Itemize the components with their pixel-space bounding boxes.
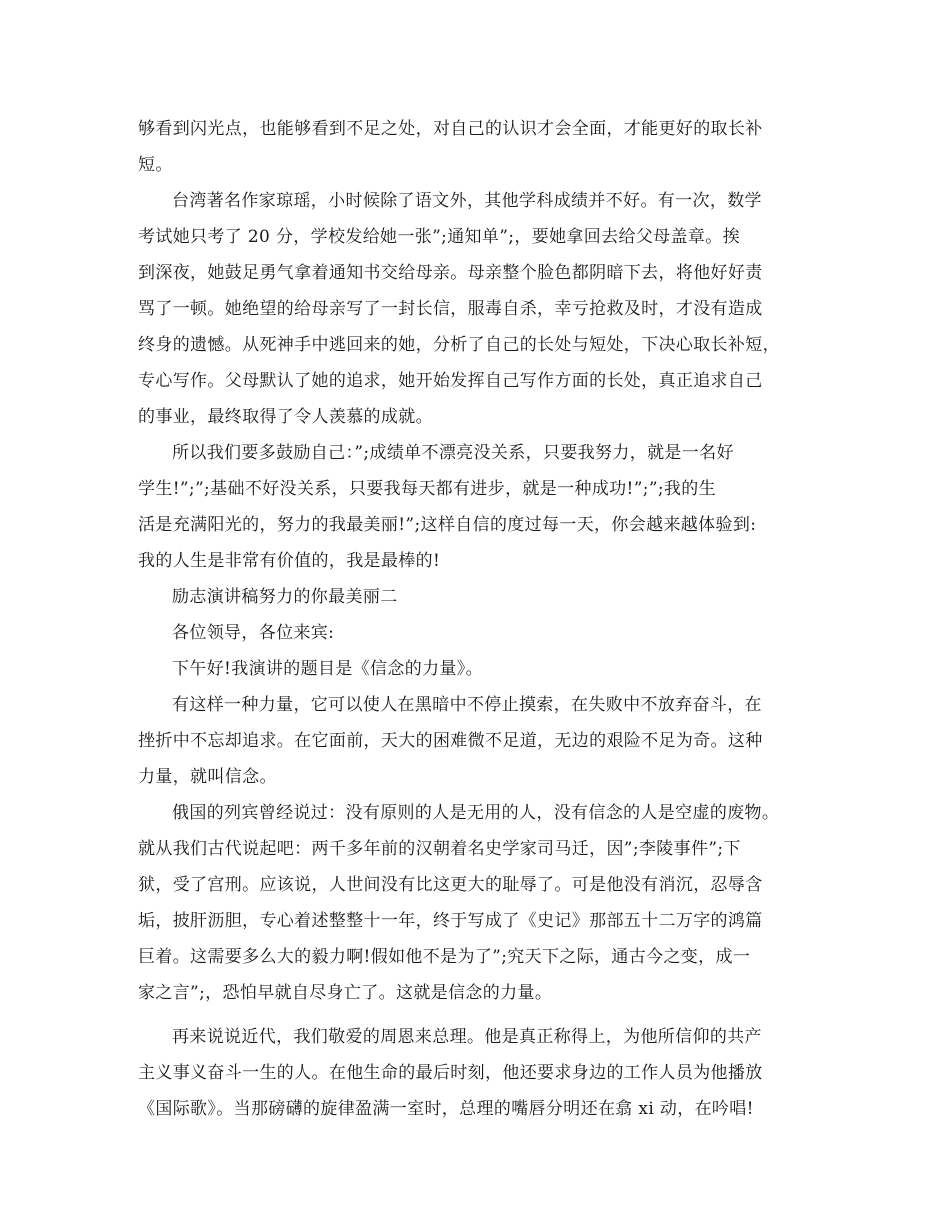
paragraph-start: 下午好!我演讲的题目是《信念的力量》。 — [172, 659, 483, 679]
text-line: 到深夜，她鼓足勇气拿着通知书交给母亲。母亲整个脸色都阴暗下去，将他好好责 — [138, 263, 763, 283]
text-line: 巨着。这需要多么大的毅力啊!假如他不是为了”;究天下之际，通古今之变，成一 — [138, 947, 751, 967]
text-line: 就从我们古代说起吧：两千多年前的汉朝着名史学家司马迁，因”;李陵事件”;下 — [138, 839, 741, 859]
text-line: 学生!”;”;基础不好没关系，只要我每天都有进步，就是一种成功!”;”;我的生 — [138, 479, 716, 499]
paragraph-start: 再来说说近代，我们敬爱的周恩来总理。他是真正称得上，为他所信仰的共产 — [172, 1027, 762, 1047]
text-line: 家之言”;，恐怕早就自尽身亡了。这就是信念的力量。 — [138, 983, 553, 1003]
salutation: 各位领导，各位来宾: — [172, 623, 335, 643]
text-line: 专心写作。父母默认了她的追求，她开始发挥自己写作方面的长处，真正追求自己 — [138, 371, 763, 391]
paragraph-start: 有这样一种力量，它可以使人在黑暗中不停止摸索，在失败中不放弃奋斗，在 — [172, 695, 762, 715]
text-line: 垢，披肝沥胆，专心着述整整十一年，终于写成了《史记》那部五十二万字的鸿篇 — [138, 911, 763, 931]
section-heading: 励志演讲稿努力的你最美丽二 — [172, 587, 398, 607]
text-line: 考试她只考了 20 分，学校发给她一张”;通知单”;，要她拿回去给父母盖章。挨 — [138, 227, 740, 247]
paragraph-start: 台湾著名作家琼瑶，小时候除了语文外，其他学科成绩并不好。有一次，数学 — [172, 191, 762, 211]
text-line: 我的人生是非常有价值的，我是最棒的! — [138, 551, 441, 571]
text-line: 骂了一顿。她绝望的给母亲写了一封长信，服毒自杀，幸亏抢救及时，才没有造成 — [138, 299, 763, 319]
text-line: 够看到闪光点，也能够看到不足之处，对自己的认识才会全面，才能更好的取长补 — [138, 119, 763, 139]
paragraph-start: 俄国的列宾曾经说过：没有原则的人是无用的人，没有信念的人是空虚的废物。 — [172, 803, 780, 823]
text-line: 终身的遗憾。从死神手中逃回来的她，分析了自己的长处与短处，下决心取长补短， — [138, 335, 780, 355]
text-line: 挫折中不忘却追求。在它面前，天大的困难微不足道，无边的艰险不足为奇。这种 — [138, 731, 763, 751]
paragraph-start: 所以我们要多鼓励自己：”;成绩单不漂亮没关系，只要我努力，就是一名好 — [172, 443, 734, 463]
text-line: 活是充满阳光的，努力的我最美丽!”;这样自信的度过每一天，你会越来越体验到: — [138, 515, 757, 535]
text-line: 《国际歌》。当那磅礴的旋律盈满一室时，总理的嘴唇分明还在翕 xi 动，在吟唱! — [138, 1099, 754, 1119]
text-line: 力量，就叫信念。 — [138, 767, 277, 787]
text-line: 主义事义奋斗一生的人。在他生命的最后时刻，他还要求身边的工作人员为他播放 — [138, 1063, 763, 1083]
text-line: 狱，受了宫刑。应该说，人世间没有比这更大的耻辱了。可是他没有消沉，忍辱含 — [138, 875, 763, 895]
text-line: 的事业，最终取得了令人羡慕的成就。 — [138, 407, 433, 427]
text-line: 短。 — [138, 155, 173, 175]
